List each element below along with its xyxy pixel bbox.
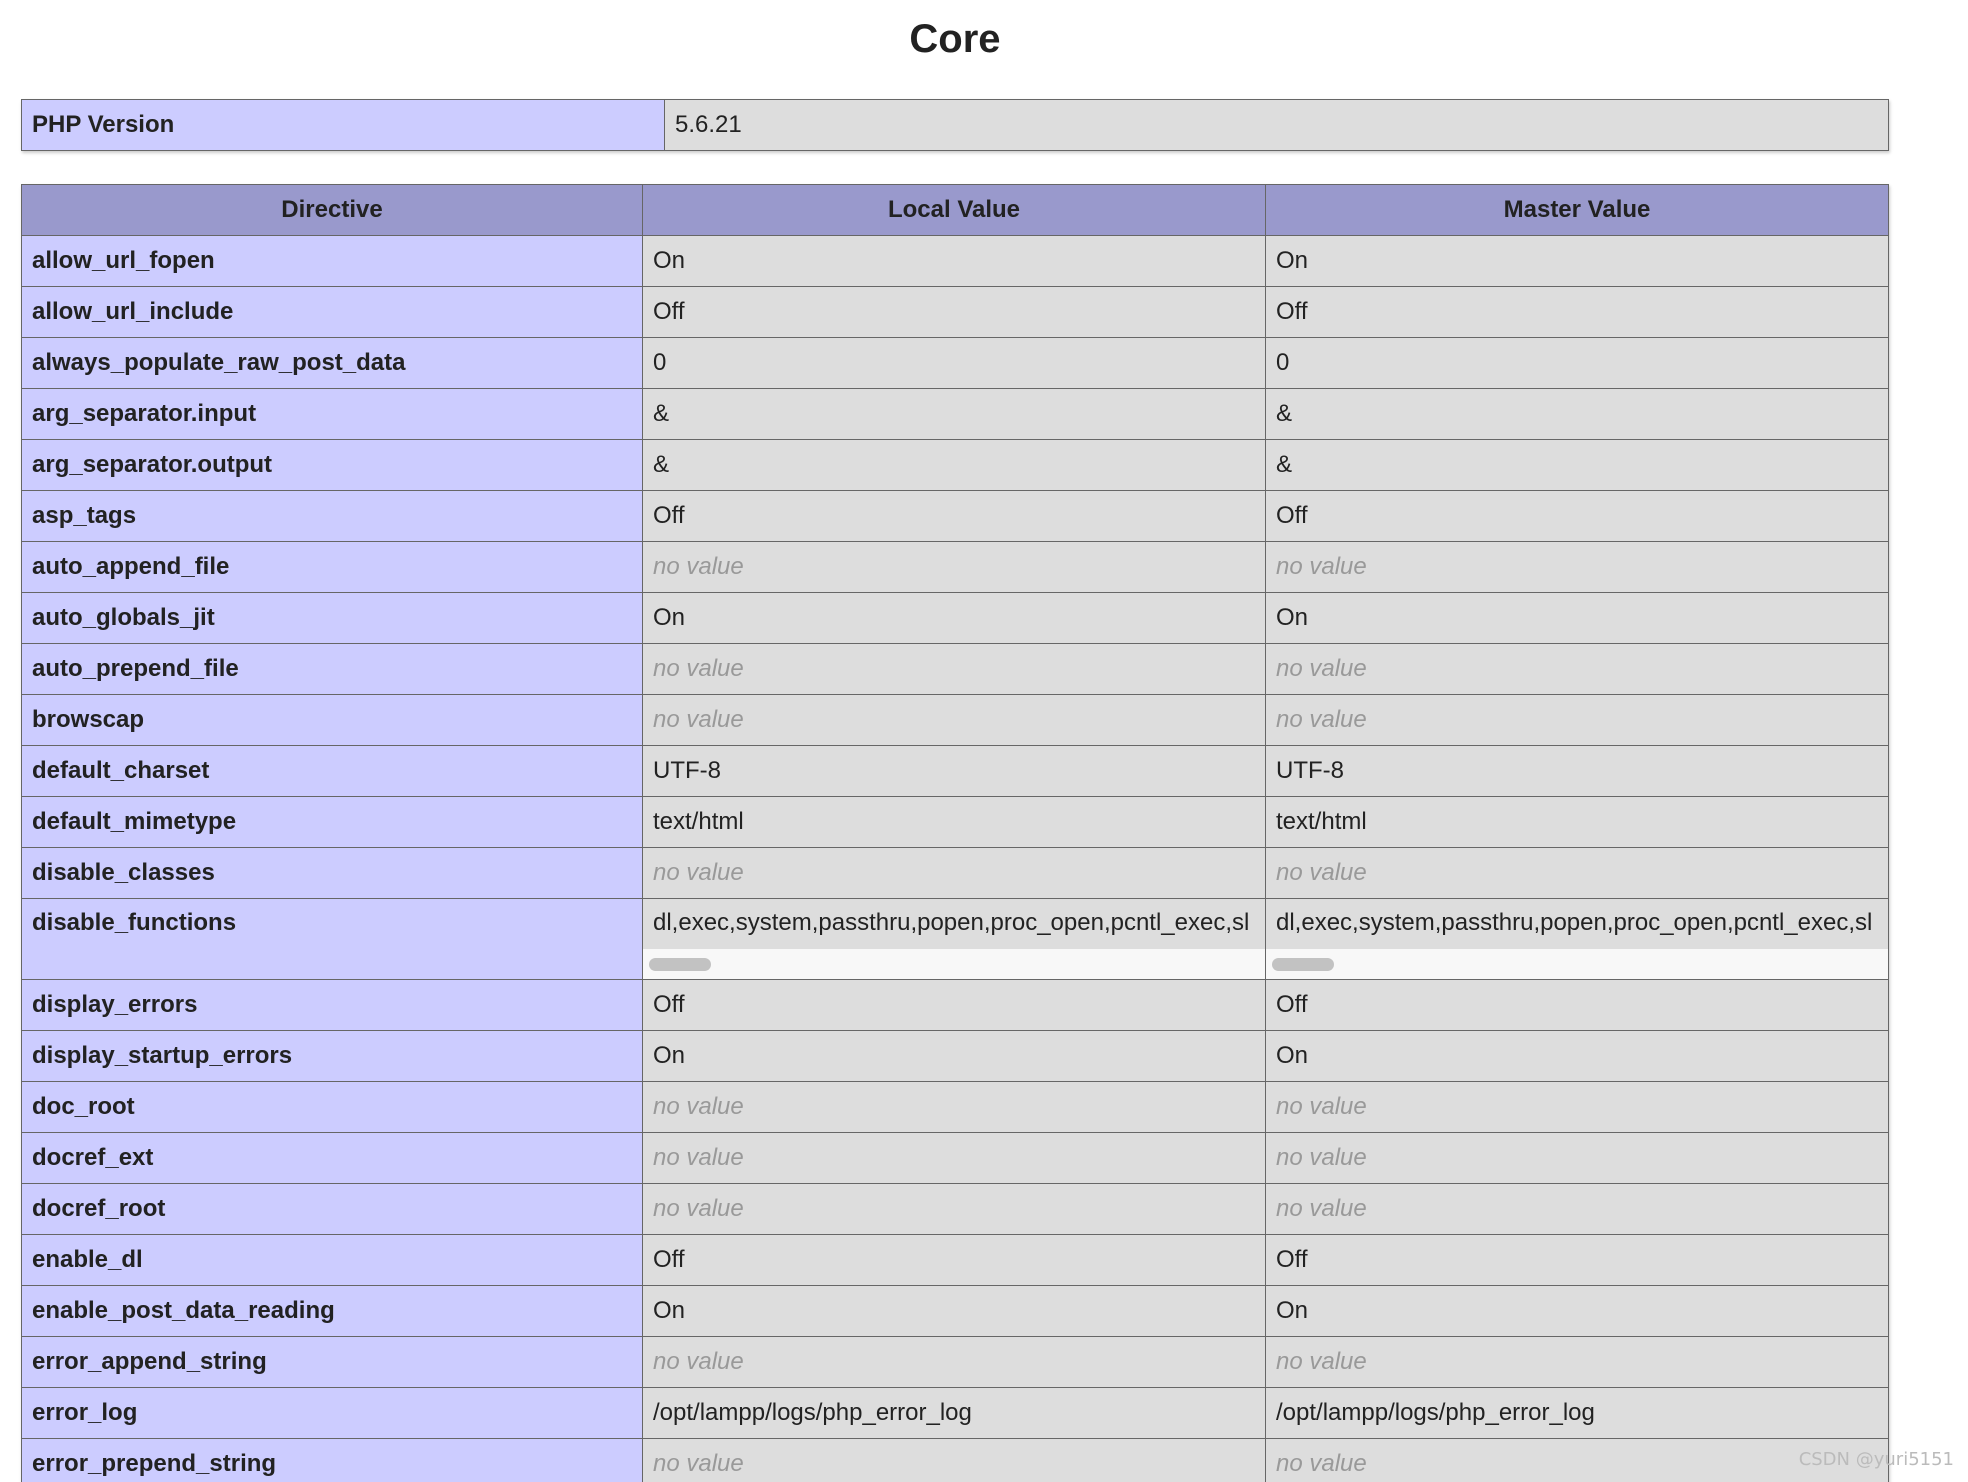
directive-name: enable_post_data_reading — [22, 1286, 643, 1337]
master-value: text/html — [1266, 797, 1889, 848]
directive-name: display_startup_errors — [22, 1031, 643, 1082]
table-row — [22, 1031, 1889, 1082]
directive-name: error_append_string — [22, 1337, 643, 1388]
table-row — [22, 899, 1889, 980]
table-row — [22, 1235, 1889, 1286]
table-row — [22, 1133, 1889, 1184]
directive-name: display_errors — [22, 980, 643, 1031]
master-value: no value — [1266, 695, 1889, 746]
table-row — [22, 1439, 1889, 1482]
directive-name: arg_separator.input — [22, 389, 643, 440]
local-value-scroll-area[interactable] — [643, 899, 1265, 979]
directive-name: allow_url_fopen — [22, 236, 643, 287]
php-version-value: 5.6.21 — [665, 100, 1889, 151]
local-value: On — [643, 1286, 1266, 1337]
table-row — [22, 1082, 1889, 1133]
local-value: no value — [643, 1184, 1266, 1235]
directive-name: error_prepend_string — [22, 1439, 643, 1482]
directive-name: asp_tags — [22, 491, 643, 542]
local-value-scroll-cell — [643, 899, 1266, 980]
local-value: /opt/lampp/logs/php_error_log — [643, 1388, 1266, 1439]
table-row — [22, 980, 1889, 1031]
table-row — [22, 1184, 1889, 1235]
directives-header-row — [22, 185, 1889, 236]
local-value: On — [643, 593, 1266, 644]
local-value: no value — [643, 1082, 1266, 1133]
table-row — [22, 1286, 1889, 1337]
table-row — [22, 491, 1889, 542]
table-row — [22, 389, 1889, 440]
watermark: CSDN @yuri5151 — [1798, 1449, 1954, 1470]
table-row — [22, 848, 1889, 899]
local-value: no value — [643, 848, 1266, 899]
master-value: /opt/lampp/logs/php_error_log — [1266, 1388, 1889, 1439]
table-row — [22, 1337, 1889, 1388]
master-value: Off — [1266, 491, 1889, 542]
master-value-scroll-cell — [1266, 899, 1889, 980]
local-value: no value — [643, 695, 1266, 746]
directive-column-header: Directive — [22, 185, 643, 236]
table-row — [22, 695, 1889, 746]
directive-name: disable_classes — [22, 848, 643, 899]
local-value: no value — [643, 1133, 1266, 1184]
master-value: UTF-8 — [1266, 746, 1889, 797]
master-value: On — [1266, 593, 1889, 644]
horizontal-scrollbar[interactable] — [643, 949, 1265, 979]
directive-name: enable_dl — [22, 1235, 643, 1286]
local-value: no value — [643, 644, 1266, 695]
master-value: no value — [1266, 1133, 1889, 1184]
php-version-label: PHP Version — [22, 100, 665, 151]
directive-name: error_log — [22, 1388, 643, 1439]
master-value-column-header: Master Value — [1266, 185, 1889, 236]
master-value: no value — [1266, 1082, 1889, 1133]
directive-name: browscap — [22, 695, 643, 746]
directive-name: doc_root — [22, 1082, 643, 1133]
table-row — [22, 287, 1889, 338]
local-value: Off — [643, 491, 1266, 542]
table-row — [22, 338, 1889, 389]
table-row — [22, 236, 1889, 287]
master-value: no value — [1266, 1184, 1889, 1235]
local-value: & — [643, 440, 1266, 491]
directive-name: docref_ext — [22, 1133, 643, 1184]
master-value: On — [1266, 1286, 1889, 1337]
master-value: Off — [1266, 287, 1889, 338]
local-value: text/html — [643, 797, 1266, 848]
directive-name: docref_root — [22, 1184, 643, 1235]
local-value: On — [643, 236, 1266, 287]
directive-name: always_populate_raw_post_data — [22, 338, 643, 389]
master-value: Off — [1266, 1235, 1889, 1286]
master-value: no value — [1266, 644, 1889, 695]
master-value: no value — [1266, 848, 1889, 899]
table-row — [22, 593, 1889, 644]
directive-name: default_charset — [22, 746, 643, 797]
master-value: On — [1266, 1031, 1889, 1082]
table-row — [22, 644, 1889, 695]
directive-name: disable_functions — [22, 899, 643, 980]
horizontal-scrollbar[interactable] — [1266, 949, 1888, 979]
master-value: no value — [1266, 542, 1889, 593]
directive-name: allow_url_include — [22, 287, 643, 338]
local-value: & — [643, 389, 1266, 440]
master-value: & — [1266, 440, 1889, 491]
master-value: no value — [1266, 1337, 1889, 1388]
directive-name: auto_append_file — [22, 542, 643, 593]
table-row — [22, 542, 1889, 593]
local-value: no value — [643, 1337, 1266, 1388]
section-title: Core — [909, 17, 1001, 61]
table-row — [22, 797, 1889, 848]
table-row — [22, 1388, 1889, 1439]
local-value: On — [643, 1031, 1266, 1082]
local-value: UTF-8 — [643, 746, 1266, 797]
master-value: 0 — [1266, 338, 1889, 389]
master-value: no value — [1266, 1439, 1889, 1482]
scrollbar-thumb[interactable] — [649, 958, 711, 971]
local-value: Off — [643, 1235, 1266, 1286]
master-value: dl,exec,system,passthru,popen,proc_open,pcntl_exec,sl — [1276, 909, 1873, 936]
local-value: no value — [643, 1439, 1266, 1482]
directive-name: arg_separator.output — [22, 440, 643, 491]
local-value: 0 — [643, 338, 1266, 389]
master-value: On — [1266, 236, 1889, 287]
master-value: Off — [1266, 980, 1889, 1031]
local-value-column-header: Local Value — [643, 185, 1266, 236]
master-value-scroll-area[interactable] — [1266, 899, 1888, 979]
php-version-row — [22, 100, 1889, 151]
directive-name: auto_globals_jit — [22, 593, 643, 644]
table-row — [22, 746, 1889, 797]
local-value: no value — [643, 542, 1266, 593]
scrollbar-thumb[interactable] — [1272, 958, 1334, 971]
local-value: dl,exec,system,passthru,popen,proc_open,pcntl_exec,sl — [653, 909, 1250, 936]
table-row — [22, 440, 1889, 491]
master-value: & — [1266, 389, 1889, 440]
local-value: Off — [643, 287, 1266, 338]
directive-name: default_mimetype — [22, 797, 643, 848]
directives-table — [21, 184, 1889, 1482]
php-version-table — [21, 99, 1889, 151]
local-value: Off — [643, 980, 1266, 1031]
directive-name: auto_prepend_file — [22, 644, 643, 695]
